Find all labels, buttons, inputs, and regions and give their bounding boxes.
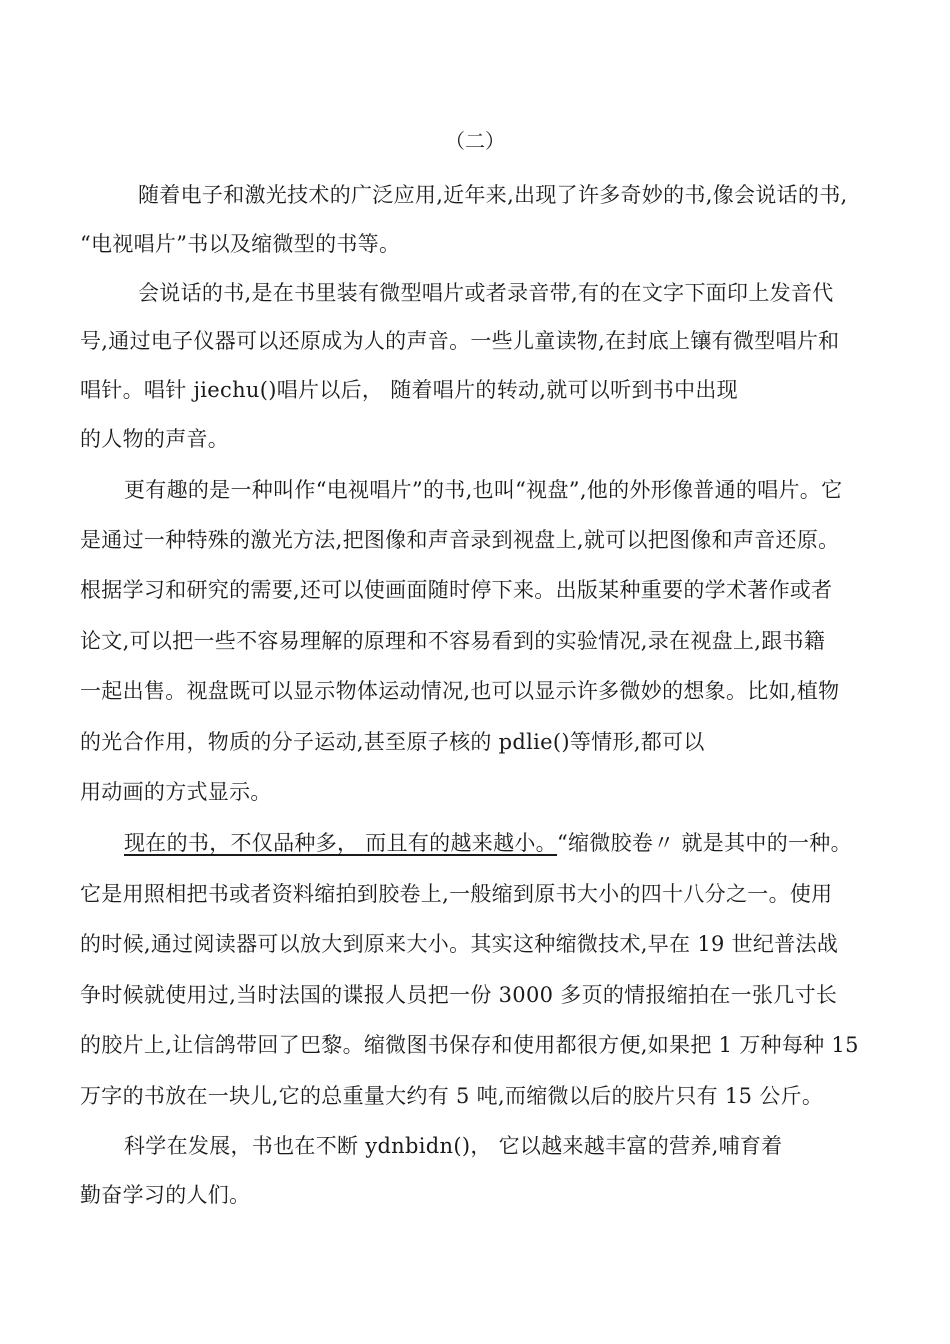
paragraph-2-line-3: 唱针。唱针 jiechu()唱片以后， 随着唱片的转动,就可以听到书中出现 bbox=[80, 378, 738, 402]
paragraph-2-line-2: 号,通过电子仪器可以还原成为人的声音。一些儿童读物,在封底上镶有微型唱片和 bbox=[80, 329, 840, 353]
paragraph-4-line-4: 争时候就使用过,当时法国的谍报人员把一份 3000 多页的情报缩拍在一张几寸长 bbox=[80, 983, 838, 1007]
paragraph-5-line-1: 科学在发展，书也在不断 ydnbidn()， 它以越来越丰富的营养,哺育着 bbox=[124, 1134, 783, 1158]
paragraph-2-line-4: 的人物的声音。 bbox=[80, 427, 230, 451]
paragraph-5-line-2: 勤奋学习的人们。 bbox=[80, 1183, 251, 1207]
paragraph-3-line-5: 一起出售。视盘既可以显示物体运动情况,也可以显示许多微妙的想象。比如,植物 bbox=[80, 679, 840, 703]
paragraph-3-line-4: 论文,可以把一些不容易理解的原理和不容易看到的实验情况,录在视盘上,跟书籍 bbox=[80, 629, 826, 653]
paragraph-2-line-1: 会说话的书,是在书里装有微型唱片或者录音带,有的在文字下面印上发音代 bbox=[138, 281, 834, 305]
paragraph-3-line-6: 的光合作用，物质的分子运动,甚至原子核的 pdlie()等情形,都可以 bbox=[80, 730, 705, 754]
paragraph-4-line-1-rest: “缩微胶卷〃 就是其中的一种。 bbox=[556, 831, 852, 855]
paragraph-4-line-3: 的时候,通过阅读器可以放大到原来大小。其实这种缩微技术,早在 19 世纪普法战 bbox=[80, 932, 839, 956]
paragraph-3-line-7: 用动画的方式显示。 bbox=[80, 780, 272, 804]
paragraph-4-line-2: 它是用照相把书或者资料缩拍到胶卷上,一般缩到原书大小的四十八分之一。使用 bbox=[80, 882, 833, 906]
paragraph-4-line-6: 万字的书放在一块儿,它的总重量大约有 5 吨,而缩微以后的胶片只有 15 公斤。 bbox=[80, 1084, 824, 1108]
paragraph-1-line-1: 随着电子和激光技术的广泛应用,近年来,出现了许多奇妙的书,像会说话的书, bbox=[138, 183, 848, 207]
paragraph-4-line-5: 的胶片上,让信鸽带回了巴黎。缩微图书保存和使用都很方便,如果把 1 万种每种 15 bbox=[80, 1033, 859, 1057]
section-title: （二） bbox=[445, 129, 505, 153]
paragraph-1-line-2: “电视唱片”书以及缩微型的书等。 bbox=[80, 232, 401, 256]
paragraph-4-line-1 bbox=[124, 829, 852, 857]
paragraph-3-line-1: 更有趣的是一种叫作“电视唱片”的书,也叫“视盘”,他的外形像普通的唱片。它 bbox=[124, 478, 843, 502]
paragraph-3-line-2: 是通过一种特殊的激光方法,把图像和声音录到视盘上,就可以把图像和声音还原。 bbox=[80, 528, 840, 552]
underlined-sentence: 现在的书，不仅品种多， 而且有的越来越小。 bbox=[124, 831, 557, 855]
paragraph-3-line-3: 根据学习和研究的需要,还可以使画面随时停下来。出版某种重要的学术著作或者 bbox=[80, 578, 833, 602]
